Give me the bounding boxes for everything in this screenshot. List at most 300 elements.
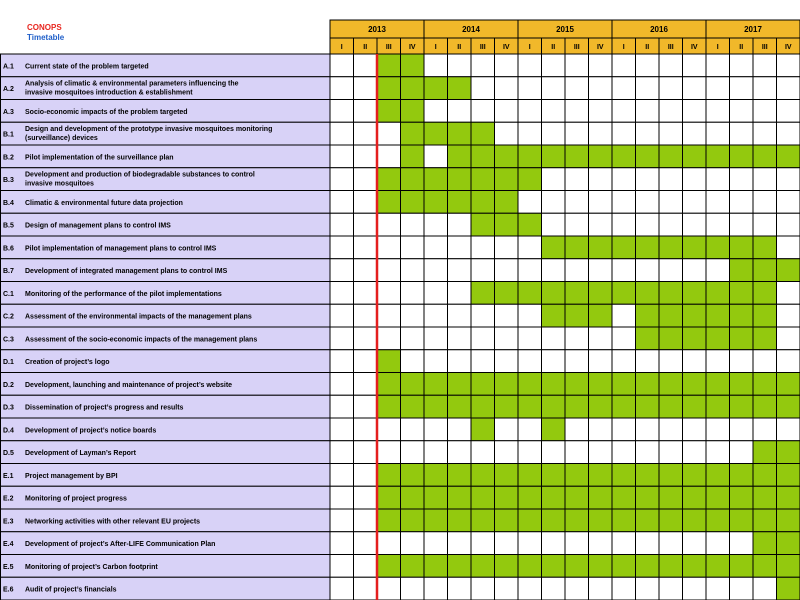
active-quarter-cell: [565, 282, 589, 305]
active-quarter-cell: [542, 395, 566, 418]
active-quarter-cell: [589, 236, 613, 259]
active-quarter-cell: [706, 395, 730, 418]
active-quarter-cell: [448, 395, 472, 418]
active-quarter-cell: [636, 327, 660, 350]
empty-quarter-cell: [518, 418, 542, 441]
active-quarter-cell: [424, 168, 448, 191]
active-quarter-cell: [589, 373, 613, 396]
active-quarter-cell: [706, 304, 730, 327]
active-quarter-cell: [542, 486, 566, 509]
empty-quarter-cell: [706, 213, 730, 236]
active-quarter-cell: [612, 395, 636, 418]
active-quarter-cell: [753, 441, 777, 464]
active-quarter-cell: [753, 282, 777, 305]
empty-quarter-cell: [706, 100, 730, 123]
task-name: Current state of the problem targeted: [25, 63, 149, 71]
empty-quarter-cell: [377, 304, 401, 327]
empty-quarter-cell: [565, 54, 589, 77]
empty-quarter-cell: [730, 54, 754, 77]
active-quarter-cell: [706, 555, 730, 578]
active-quarter-cell: [495, 373, 519, 396]
empty-quarter-cell: [354, 327, 378, 350]
empty-quarter-cell: [636, 350, 660, 373]
task-id: C.1: [3, 290, 14, 298]
task-name: Development of project’s After-LIFE Communication Plan: [25, 541, 216, 549]
empty-quarter-cell: [354, 145, 378, 168]
active-quarter-cell: [377, 509, 401, 532]
active-quarter-cell: [518, 282, 542, 305]
empty-quarter-cell: [753, 577, 777, 600]
task-id: B.7: [3, 268, 14, 276]
active-quarter-cell: [589, 509, 613, 532]
active-quarter-cell: [706, 282, 730, 305]
active-quarter-cell: [495, 395, 519, 418]
active-quarter-cell: [589, 304, 613, 327]
active-quarter-cell: [589, 555, 613, 578]
empty-quarter-cell: [612, 122, 636, 145]
task-name: Monitoring of project progress: [25, 495, 127, 503]
empty-quarter-cell: [330, 532, 354, 555]
empty-quarter-cell: [377, 532, 401, 555]
empty-quarter-cell: [424, 304, 448, 327]
active-quarter-cell: [636, 509, 660, 532]
task-name: Assessment of the socio-economic impacts of the management plans: [25, 336, 258, 344]
active-quarter-cell: [636, 486, 660, 509]
empty-quarter-cell: [612, 168, 636, 191]
empty-quarter-cell: [377, 145, 401, 168]
empty-quarter-cell: [589, 122, 613, 145]
empty-quarter-cell: [612, 191, 636, 214]
active-quarter-cell: [448, 191, 472, 214]
empty-quarter-cell: [354, 373, 378, 396]
active-quarter-cell: [683, 236, 707, 259]
empty-quarter-cell: [753, 77, 777, 100]
active-quarter-cell: [683, 373, 707, 396]
empty-quarter-cell: [471, 54, 495, 77]
empty-quarter-cell: [424, 418, 448, 441]
empty-quarter-cell: [330, 77, 354, 100]
quarter-label: III: [667, 44, 674, 51]
empty-quarter-cell: [518, 441, 542, 464]
empty-quarter-cell: [659, 418, 683, 441]
active-quarter-cell: [636, 236, 660, 259]
active-quarter-cell: [401, 77, 425, 100]
chart-subtitle: Timetable: [27, 33, 65, 42]
empty-quarter-cell: [777, 100, 800, 123]
empty-quarter-cell: [589, 54, 613, 77]
task-name: Development and production of biodegradable substances to control invasive mosquitoes: [25, 171, 255, 188]
empty-quarter-cell: [495, 577, 519, 600]
year-label: 2015: [556, 25, 574, 34]
empty-quarter-cell: [424, 145, 448, 168]
empty-quarter-cell: [401, 441, 425, 464]
active-quarter-cell: [777, 395, 800, 418]
quarter-label: I: [340, 44, 343, 51]
quarter-label: III: [761, 44, 768, 51]
active-quarter-cell: [730, 373, 754, 396]
active-quarter-cell: [565, 236, 589, 259]
empty-quarter-cell: [448, 418, 472, 441]
empty-quarter-cell: [589, 213, 613, 236]
active-quarter-cell: [589, 486, 613, 509]
task-name: Project management by BPI: [25, 472, 118, 480]
active-quarter-cell: [518, 464, 542, 487]
empty-quarter-cell: [636, 532, 660, 555]
empty-quarter-cell: [777, 236, 800, 259]
active-quarter-cell: [471, 486, 495, 509]
active-quarter-cell: [424, 395, 448, 418]
empty-quarter-cell: [518, 122, 542, 145]
active-quarter-cell: [495, 555, 519, 578]
active-quarter-cell: [636, 145, 660, 168]
empty-quarter-cell: [401, 327, 425, 350]
empty-quarter-cell: [730, 350, 754, 373]
empty-quarter-cell: [401, 236, 425, 259]
active-quarter-cell: [401, 509, 425, 532]
task-name: Pilot implementation of the surveillance plan: [25, 154, 174, 162]
active-quarter-cell: [565, 464, 589, 487]
active-quarter-cell: [730, 486, 754, 509]
empty-quarter-cell: [448, 259, 472, 282]
empty-quarter-cell: [330, 168, 354, 191]
empty-quarter-cell: [330, 122, 354, 145]
empty-quarter-cell: [424, 441, 448, 464]
task-id: E.3: [3, 518, 14, 526]
active-quarter-cell: [706, 486, 730, 509]
active-quarter-cell: [471, 395, 495, 418]
active-quarter-cell: [659, 327, 683, 350]
active-quarter-cell: [612, 464, 636, 487]
active-quarter-cell: [659, 145, 683, 168]
active-quarter-cell: [542, 555, 566, 578]
year-label: 2014: [462, 25, 480, 34]
task-name: Assessment of the environmental impacts of the management plans: [25, 313, 252, 321]
task-id: A.1: [3, 63, 14, 71]
active-quarter-cell: [683, 282, 707, 305]
empty-quarter-cell: [424, 350, 448, 373]
task-name: Networking activities with other relevant EU projects: [25, 518, 201, 526]
task-id: E.6: [3, 586, 14, 594]
empty-quarter-cell: [612, 259, 636, 282]
active-quarter-cell: [565, 373, 589, 396]
active-quarter-cell: [401, 145, 425, 168]
empty-quarter-cell: [683, 77, 707, 100]
empty-quarter-cell: [471, 350, 495, 373]
active-quarter-cell: [777, 532, 800, 555]
task-name: Design of management plans to control IMS: [25, 222, 171, 230]
empty-quarter-cell: [495, 259, 519, 282]
empty-quarter-cell: [448, 532, 472, 555]
empty-quarter-cell: [777, 213, 800, 236]
empty-quarter-cell: [683, 213, 707, 236]
active-quarter-cell: [753, 555, 777, 578]
empty-quarter-cell: [730, 441, 754, 464]
task-id: E.2: [3, 495, 14, 503]
active-quarter-cell: [683, 486, 707, 509]
active-quarter-cell: [612, 236, 636, 259]
active-quarter-cell: [612, 373, 636, 396]
empty-quarter-cell: [518, 259, 542, 282]
active-quarter-cell: [706, 464, 730, 487]
active-quarter-cell: [683, 395, 707, 418]
empty-quarter-cell: [448, 350, 472, 373]
active-quarter-cell: [636, 555, 660, 578]
quarter-label: I: [622, 44, 625, 51]
active-quarter-cell: [777, 145, 800, 168]
empty-quarter-cell: [330, 373, 354, 396]
active-quarter-cell: [495, 168, 519, 191]
empty-quarter-cell: [612, 577, 636, 600]
empty-quarter-cell: [612, 441, 636, 464]
active-quarter-cell: [753, 236, 777, 259]
active-quarter-cell: [683, 145, 707, 168]
empty-quarter-cell: [424, 532, 448, 555]
task-id: D.4: [3, 427, 14, 435]
task-name: Climatic & environmental future data projection: [25, 199, 183, 207]
active-quarter-cell: [683, 304, 707, 327]
task-name: Design and development of the prototype invasive mosquitoes monitoring (surveillance) devices: [25, 125, 273, 142]
active-quarter-cell: [401, 395, 425, 418]
active-quarter-cell: [659, 464, 683, 487]
active-quarter-cell: [377, 168, 401, 191]
active-quarter-cell: [753, 145, 777, 168]
empty-quarter-cell: [612, 327, 636, 350]
active-quarter-cell: [589, 464, 613, 487]
task-name: Pilot implementation of management plans to control IMS: [25, 245, 217, 253]
empty-quarter-cell: [354, 282, 378, 305]
empty-quarter-cell: [612, 100, 636, 123]
active-quarter-cell: [565, 486, 589, 509]
empty-quarter-cell: [518, 54, 542, 77]
active-quarter-cell: [777, 464, 800, 487]
empty-quarter-cell: [589, 441, 613, 464]
active-quarter-cell: [401, 54, 425, 77]
empty-quarter-cell: [542, 77, 566, 100]
empty-quarter-cell: [495, 418, 519, 441]
empty-quarter-cell: [777, 282, 800, 305]
task-id: A.3: [3, 108, 14, 116]
empty-quarter-cell: [354, 168, 378, 191]
active-quarter-cell: [424, 486, 448, 509]
active-quarter-cell: [495, 145, 519, 168]
empty-quarter-cell: [612, 213, 636, 236]
task-id: B.5: [3, 222, 14, 230]
empty-quarter-cell: [683, 350, 707, 373]
empty-quarter-cell: [589, 577, 613, 600]
task-id: E.1: [3, 472, 14, 480]
empty-quarter-cell: [424, 327, 448, 350]
empty-quarter-cell: [424, 236, 448, 259]
empty-quarter-cell: [612, 532, 636, 555]
active-quarter-cell: [565, 509, 589, 532]
active-quarter-cell: [518, 213, 542, 236]
empty-quarter-cell: [354, 77, 378, 100]
empty-quarter-cell: [518, 350, 542, 373]
active-quarter-cell: [448, 122, 472, 145]
active-quarter-cell: [612, 555, 636, 578]
active-quarter-cell: [659, 373, 683, 396]
empty-quarter-cell: [542, 54, 566, 77]
empty-quarter-cell: [424, 213, 448, 236]
task-id: B.2: [3, 154, 14, 162]
empty-quarter-cell: [448, 577, 472, 600]
empty-quarter-cell: [565, 327, 589, 350]
empty-quarter-cell: [706, 77, 730, 100]
empty-quarter-cell: [377, 259, 401, 282]
empty-quarter-cell: [730, 213, 754, 236]
active-quarter-cell: [730, 304, 754, 327]
active-quarter-cell: [777, 373, 800, 396]
empty-quarter-cell: [683, 259, 707, 282]
empty-quarter-cell: [706, 441, 730, 464]
active-quarter-cell: [401, 486, 425, 509]
active-quarter-cell: [636, 464, 660, 487]
active-quarter-cell: [448, 373, 472, 396]
quarter-label: II: [739, 44, 744, 51]
active-quarter-cell: [636, 395, 660, 418]
active-quarter-cell: [659, 395, 683, 418]
active-quarter-cell: [706, 145, 730, 168]
task-name: Monitoring of the performance of the pilot implementations: [25, 290, 222, 298]
empty-quarter-cell: [330, 441, 354, 464]
active-quarter-cell: [401, 122, 425, 145]
empty-quarter-cell: [330, 350, 354, 373]
empty-quarter-cell: [659, 213, 683, 236]
empty-quarter-cell: [542, 213, 566, 236]
empty-quarter-cell: [589, 77, 613, 100]
empty-quarter-cell: [565, 350, 589, 373]
active-quarter-cell: [565, 304, 589, 327]
empty-quarter-cell: [354, 100, 378, 123]
empty-quarter-cell: [565, 441, 589, 464]
active-quarter-cell: [448, 77, 472, 100]
active-quarter-cell: [659, 236, 683, 259]
empty-quarter-cell: [659, 577, 683, 600]
quarter-label: II: [645, 44, 650, 51]
empty-quarter-cell: [659, 441, 683, 464]
active-quarter-cell: [471, 282, 495, 305]
empty-quarter-cell: [424, 100, 448, 123]
empty-quarter-cell: [424, 282, 448, 305]
active-quarter-cell: [424, 373, 448, 396]
empty-quarter-cell: [471, 577, 495, 600]
empty-quarter-cell: [495, 532, 519, 555]
empty-quarter-cell: [354, 486, 378, 509]
empty-quarter-cell: [730, 191, 754, 214]
active-quarter-cell: [424, 509, 448, 532]
active-quarter-cell: [753, 259, 777, 282]
empty-quarter-cell: [471, 441, 495, 464]
active-quarter-cell: [565, 145, 589, 168]
active-quarter-cell: [401, 464, 425, 487]
active-quarter-cell: [659, 282, 683, 305]
empty-quarter-cell: [330, 259, 354, 282]
empty-quarter-cell: [330, 54, 354, 77]
empty-quarter-cell: [495, 77, 519, 100]
empty-quarter-cell: [448, 236, 472, 259]
active-quarter-cell: [448, 555, 472, 578]
empty-quarter-cell: [330, 486, 354, 509]
active-quarter-cell: [730, 236, 754, 259]
empty-quarter-cell: [636, 100, 660, 123]
empty-quarter-cell: [753, 213, 777, 236]
active-quarter-cell: [753, 532, 777, 555]
empty-quarter-cell: [542, 327, 566, 350]
empty-quarter-cell: [753, 168, 777, 191]
task-name: Development of Layman’s Report: [25, 450, 136, 458]
empty-quarter-cell: [589, 259, 613, 282]
active-quarter-cell: [777, 509, 800, 532]
active-quarter-cell: [401, 191, 425, 214]
empty-quarter-cell: [753, 191, 777, 214]
empty-quarter-cell: [636, 168, 660, 191]
empty-quarter-cell: [401, 259, 425, 282]
empty-quarter-cell: [706, 168, 730, 191]
active-quarter-cell: [424, 555, 448, 578]
empty-quarter-cell: [354, 555, 378, 578]
empty-quarter-cell: [777, 350, 800, 373]
empty-quarter-cell: [518, 532, 542, 555]
empty-quarter-cell: [495, 122, 519, 145]
empty-quarter-cell: [659, 122, 683, 145]
active-quarter-cell: [471, 122, 495, 145]
task-id: E.4: [3, 541, 14, 549]
empty-quarter-cell: [589, 327, 613, 350]
quarter-label: IV: [690, 44, 698, 51]
empty-quarter-cell: [612, 418, 636, 441]
active-quarter-cell: [377, 486, 401, 509]
active-quarter-cell: [495, 213, 519, 236]
empty-quarter-cell: [565, 191, 589, 214]
empty-quarter-cell: [683, 100, 707, 123]
chart-title: CONOPS: [27, 23, 62, 32]
active-quarter-cell: [636, 282, 660, 305]
active-quarter-cell: [659, 486, 683, 509]
task-name: Socio-economic impacts of the problem targeted: [25, 108, 188, 116]
empty-quarter-cell: [330, 418, 354, 441]
empty-quarter-cell: [354, 509, 378, 532]
empty-quarter-cell: [542, 532, 566, 555]
empty-quarter-cell: [471, 532, 495, 555]
empty-quarter-cell: [377, 213, 401, 236]
active-quarter-cell: [377, 350, 401, 373]
empty-quarter-cell: [659, 532, 683, 555]
empty-quarter-cell: [542, 350, 566, 373]
empty-quarter-cell: [330, 213, 354, 236]
empty-quarter-cell: [777, 304, 800, 327]
empty-quarter-cell: [730, 418, 754, 441]
active-quarter-cell: [377, 77, 401, 100]
active-quarter-cell: [683, 555, 707, 578]
quarter-label: II: [457, 44, 462, 51]
active-quarter-cell: [777, 577, 800, 600]
empty-quarter-cell: [589, 532, 613, 555]
empty-quarter-cell: [636, 54, 660, 77]
empty-quarter-cell: [354, 122, 378, 145]
empty-quarter-cell: [330, 145, 354, 168]
empty-quarter-cell: [589, 168, 613, 191]
empty-quarter-cell: [753, 350, 777, 373]
empty-quarter-cell: [354, 464, 378, 487]
empty-quarter-cell: [401, 304, 425, 327]
active-quarter-cell: [377, 191, 401, 214]
active-quarter-cell: [424, 464, 448, 487]
empty-quarter-cell: [424, 54, 448, 77]
active-quarter-cell: [636, 373, 660, 396]
task-id: B.1: [3, 131, 14, 139]
quarter-label: III: [573, 44, 580, 51]
active-quarter-cell: [495, 486, 519, 509]
